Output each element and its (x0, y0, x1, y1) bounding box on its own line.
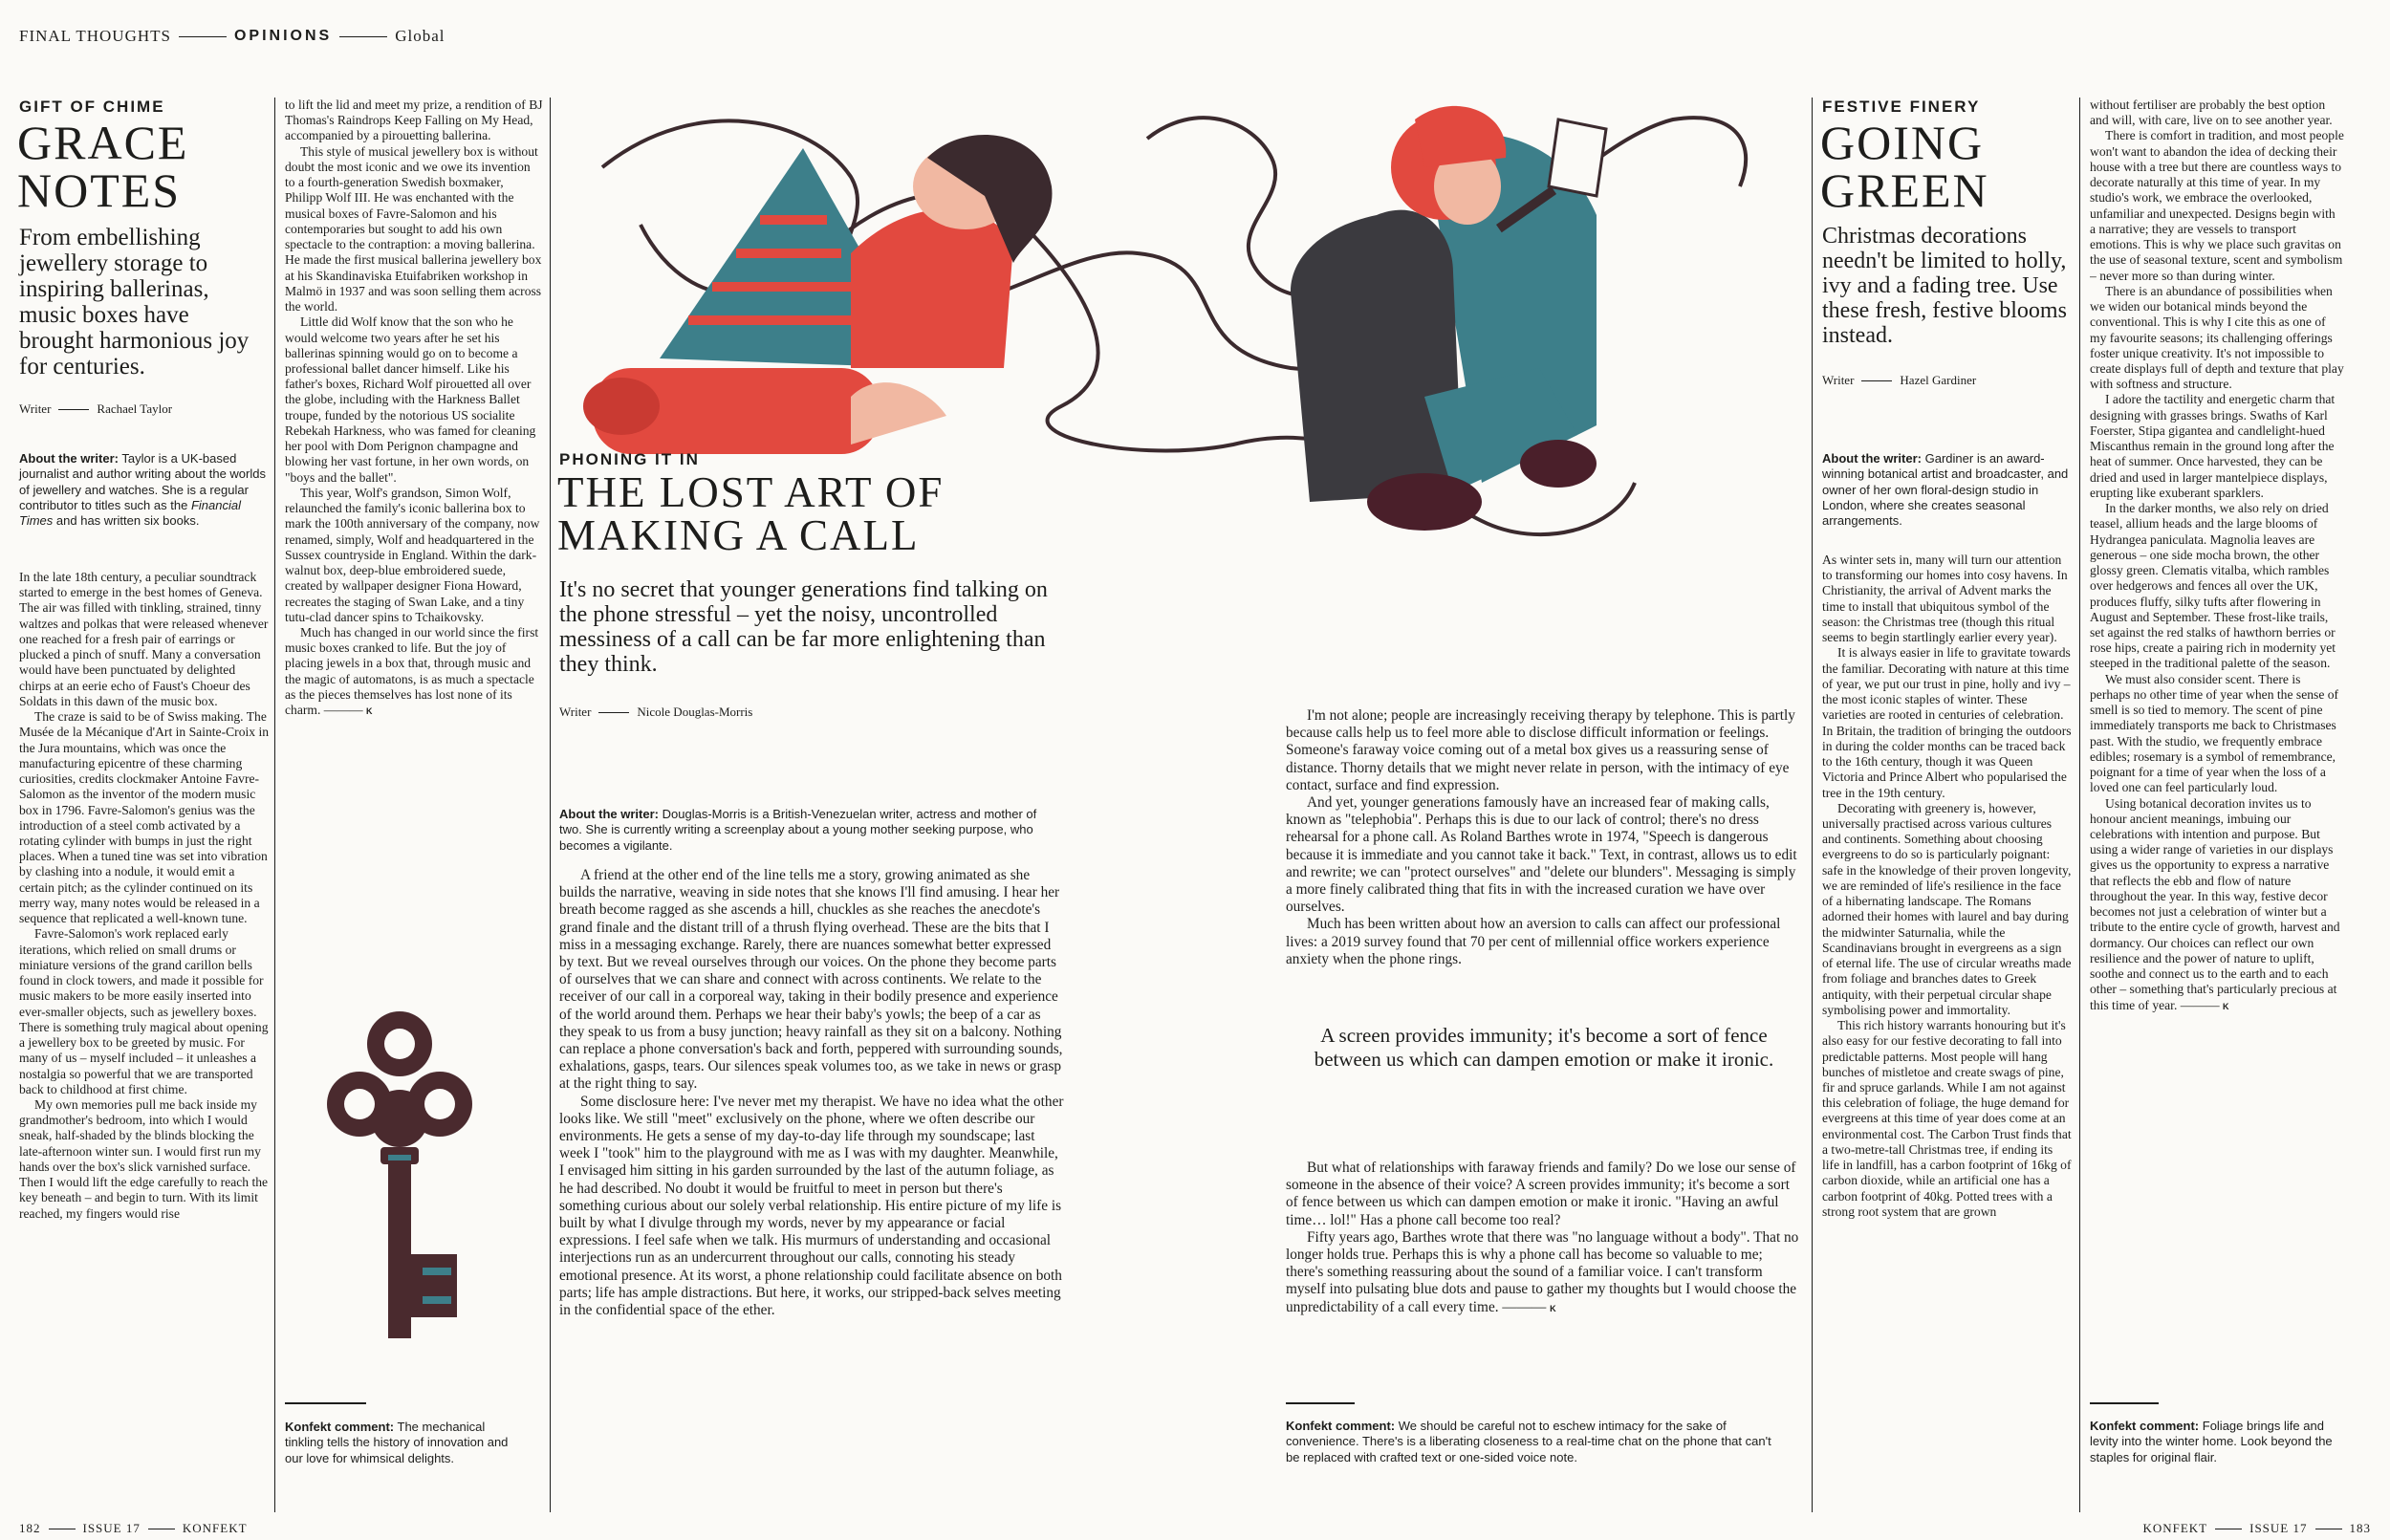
header-category: OPINIONS (233, 28, 333, 44)
headline-line: GOING (1820, 116, 1985, 169)
right-folio (2142, 1521, 2371, 1536)
left-kicker: GIFT OF CHIME (19, 98, 165, 116)
column-divider (2079, 98, 2080, 1512)
center-standfirst: It's no secret that younger generations find talking on the phone stressful – yet the noisy, uncontrolled messiness of a call can be far more enlightening than they think. (559, 577, 1048, 677)
paragraph: Favre-Salomon's work replaced early iterations, which relied on small drums or miniature versions of the grand carillon bells found in clock towers, and made it possible for music makers to be more easily inserted into ever-smaller objects, such as jewellery boxes. There is something truly magical about opening a jewellery box to be greeted by music. For many of us – myself included – it unleashes a nostalgia so powerful that we are transported back to childhood at first chime. (19, 926, 269, 1096)
pull-quote: A screen provides immunity; it's become a sort of fence between us which can dampen emotion or make it ironic. (1314, 1024, 1774, 1072)
comment-text: The mechanical tinkling tells the history of innovation and our love for whimsical delights. (285, 1420, 509, 1465)
paragraph: There is comfort in tradition, and most people won't want to abandon the idea of decking their house with a tree but there are countless ways to decorate naturally at this time of year. In my studio's work, we embrace the overlooked, unfamiliar and unexpected. Designs begin with a narrative; they are vessels to transport emotions. This is why we place such gravitas on the use of seasonal texture, scent and symbolism – never more so than during winter. (2090, 128, 2344, 283)
byline-label: Writer (19, 401, 52, 416)
right-standfirst: Christmas decorations needn't be limited to holly, ivy and a fading tree. Use these fresh, festive blooms instead. (1822, 224, 2067, 348)
left-standfirst: From embellishing jewellery storage to inspiring ballerinas, music boxes have brought harmonious joy for centuries. (19, 225, 250, 380)
right-column-2 (2090, 98, 2344, 1388)
about-text: Taylor is a UK-based journalist and author writing about the worlds of jewellery and watches. She is a regular contributor to titles such as the (19, 451, 266, 512)
right-about-writer (1822, 451, 2071, 529)
byline-name: Rachael Taylor (97, 401, 173, 416)
paragraph: Much has changed in our world since the first music boxes cranked to life. But the joy of placing jewels in a box that, through music and the magic of automatons, is as much a spectacle as the pieces themselves has lost none of its charm. ——— K (285, 624, 539, 718)
comment-rule (2090, 1402, 2159, 1404)
column-divider (550, 98, 551, 1512)
right-kicker: FESTIVE FINERY (1822, 98, 1981, 116)
paragraph: This style of musical jewellery box is without doubt the most iconic and we owe its invention to a fourth-generation Swedish boxmaker, Philipp Wolf III. He was enchanted with the musical boxes of Favre-Salomon and his contemporaries but sought to add his own spectacle to the contraption: a moving ballerina. He made the first musical ballerina jewellery box at his Skandinaviska Etuifabriken workshop in Malmö in 1937 and was soon selling them across the world. (285, 143, 542, 315)
byline-label: Writer (559, 705, 592, 719)
comment-rule (1286, 1402, 1355, 1404)
header-section: FINAL THOUGHTS (19, 27, 171, 45)
paragraph: Much has been written about how an aversion to calls can affect our professional lives: a 2019 survey found that 70 per cent of millennial office workers experience anxiety when the phone rings. (1286, 916, 1781, 967)
header-rule (339, 36, 387, 37)
center-column-1 (559, 867, 1066, 1498)
comment-text: We should be careful not to eschew intimacy for the sake of convenience. There's is a liberating closeness to a real-time chat on the phone that can't be replaced with crafted text or one-sided voice note. (1286, 1419, 1771, 1464)
paragraph: This year, Wolf's grandson, Simon Wolf, relaunched the family's iconic ballerina box to mark the 100th anniversary of the company, now renamed, simply, Wolf and headquartered in the Sussex countryside in England. Within the dark-walnut box, deep-blue embroidered suede, created by wallpaper designer Fiona Howard, recreates the staging of Swan Lake, and a tiny tutu-clad dancer spins to Tchaikovsky. (285, 485, 540, 624)
paragraph: A friend at the other end of the line tells me a story, growing animated as she builds the narrative, weaving in side notes that she knows I'll find amusing. I hear her breath become ragged as she ascends a hill, chuckles as she reaches the anecdote's grand finale and the distant trill of a thrush flying overhead. These are the bits that I miss in a messaging exchange. Rarely, there are nuances somewhat better expressed by text. But we reveal ourselves through our voices. On the phone they become parts of ourselves that we can share and connect with across continents. We relate to the receiver of our call in a corporeal way, taking in their bodily presence and experience of the world around them. Perhaps we hear their baby's yowls; the beep of a car as they speak to us from a busy junction; heavy rainfall as they sit on a balcony. Nothing can replace a phone conversation's back and forth, peppered with surrounding sounds, exhalations, gasps, tears. Our silences speak volumes too, as we take in news or grasp at the right thing to say. (559, 867, 1063, 1093)
paragraph: I adore the tactility and energetic charm that designing with grasses brings. Swaths of Karl Foerster, Stipa gigantea and candlelight-hued Miscanthus remain in the ground long after the heat of summer. Once harvested, they can be dried and used in larger mantelpiece displays, erupting like exuberant sparklers. (2090, 392, 2336, 500)
left-headline (17, 116, 189, 217)
paragraph: to lift the lid and meet my prize, a rendition of BJ Thomas's Raindrops Keep Falling on My Head, accompanied by a pirouetting ballerina. (285, 98, 543, 143)
comment-text: Foliage brings life and levity into the winter home. Look beyond the staples for original flair. (2090, 1419, 2333, 1464)
paragraph: I'm not alone; people are increasingly receiving therapy by telephone. This is partly because calls help us to feel more able to disclose difficult information or feelings. Someone's faraway voice coming out of a metal box gives us a reassuring sense of distance. Thorny details that we might never relate in person, with the intimacy of eye contact, surface and find expression. (1286, 707, 1795, 793)
paragraph: Decorating with greenery is, however, universally practised across various cultures and continents. Something about choosing evergreens to do so is particularly poignant: safe in the knowledge of their proven longevity, we are reminded of life's resilience in the face of a hibernating landscape. The Romans adorned their homes with laurel and bay during the midwinter Saturnalia, while the Scandinavians brought in evergreens as a sign of eternal life. The use of circular wreaths made from foliage and branches dates to Greek antiquity, with their perpetual circular shape symbolising power and immortality. (1822, 800, 2072, 1017)
byline-name: Nicole Douglas-Morris (637, 705, 753, 719)
end-mark: K (365, 706, 373, 717)
byline-rule (58, 409, 89, 410)
center-byline (559, 705, 752, 720)
byline-rule (1861, 380, 1892, 381)
paragraph-text: Fifty years ago, Barthes wrote that there was "no language without a body". That no longer holds true. Perhaps this is why a phone call has become so valuable to me; there's something reassuring about the sound of a familiar voice. I can't transform myself into pulsating blue dots and pause to gather my thoughts but I would choose the unpredictability of a call every time. (1286, 1228, 1799, 1315)
about-text: Douglas-Morris is a British-Venezuelan writer, actress and mother of two. She is currently writing a screenplay about a young mother seeking purpose, who becomes a vigilante. (559, 807, 1037, 853)
key-illustration (304, 1004, 495, 1348)
paragraph: without fertiliser are probably the best option and will, with care, live on to see another year. (2090, 98, 2333, 128)
center-column-2-top (1286, 707, 1802, 985)
comment-label: Konfekt comment: (285, 1420, 395, 1434)
paragraph: In the late 18th century, a peculiar soundtrack started to emerge in the best homes of Geneva. The air was filled with tinkling, strained, tinny waltzes and polkas that were released whenever one reached for a fresh pair of earrings or plucked a pinch of snuff. Many a conversation would have been punctuated by delighted chirps at an eerie echo of Faust's Choeur des Soldats in this dawn of the music box. (19, 570, 269, 708)
paragraph-text: Using botanical decoration invites us to honour ancient meanings, imbuing our celebrations with intention and purpose. But using a wider range of varieties in our displays gives us the opportunity to express a narrative that reflects the ebb and flow of nature throughout the year. In this way, festive decor becomes not just a celebration of winter but a tribute to the entire cycle of growth, harvest and dormancy. Our choices can reflect our own resilience and the power of nature to uplift, soothe and connect us to the earth and to each other – something that's particularly precious at this time of year. (2090, 795, 2340, 1012)
paragraph-text: Much has changed in our world since the first music boxes cranked to life. But the joy of placing jewels in a box that, through music and the magic of automatons, is as much a spectacle as the pieces themselves has lost none of its charm. (285, 624, 539, 718)
left-about-writer (19, 451, 268, 529)
about-label: About the writer: (1822, 451, 1922, 466)
header-region: Global (395, 27, 445, 45)
headline-line: NOTES (17, 163, 182, 217)
left-byline (19, 401, 172, 417)
paragraph: But what of relationships with faraway friends and family? Do we lose our sense of someone in the absence of their voice? A screen provides immunity; it's become a sort of fence between us which can dampen emotion or make it ironic. "Having an awful time… lol!" Has a phone call become too real? (1286, 1160, 1796, 1228)
headline-line: GREEN (1820, 163, 1989, 217)
about-label: About the writer: (559, 807, 659, 821)
issue-label: ISSUE 17 (82, 1521, 141, 1535)
center-column-2-bottom (1286, 1160, 1802, 1389)
paragraph: Little did Wolf know that the son who he would welcome two years after he set his ballerinas spinning would go on to become a professional ballet dancer himself. Like his father's boxes, Richard Wolf pirouetted all over the globe, including with the Harkness Ballet troupe, funded by the notorious US socialite Rebekah Harkness, who was famed for cleaning her pool with Dom Perignon champagne and blowing her vast fortune, in her own words, on "boys and the ballet". (285, 315, 536, 485)
about-label: About the writer: (19, 451, 119, 466)
center-about-writer (559, 807, 1037, 854)
running-header (19, 27, 445, 46)
end-mark: K (2222, 1001, 2229, 1011)
right-column-1 (1822, 553, 2073, 1510)
left-konfekt-comment (285, 1420, 524, 1466)
paragraph: And yet, younger generations famously have an increased fear of making calls, known as "telephobia". Perhaps this is due to our lack of control; there's no dress rehearsal for a phone call. As Roland Barthes wrote in 1974, "Speech is dangerous because it is immediate and you cannot take it back." Text, in contrast, allows us to edit and rewrite; we can "protect ourselves" and "delete our blunders". Messaging is simply a more finely calibrated thing that fits in with the increased curation we have over ourselves. (1286, 794, 1797, 916)
paragraph: Using botanical decoration invites us to honour ancient meanings, imbuing our celebrations with intention and purpose. But using a wider range of varieties in our displays gives us the opportunity to express a narrative that reflects the ebb and flow of nature throughout the year. In this way, festive decor becomes not just a celebration of winter but a tribute to the entire cycle of growth, harvest and dormancy. Our choices can reflect our own resilience and the power of nature to uplift, soothe and connect us to the earth and to each other – something that's particularly precious at this time of year. ——— K (2090, 795, 2340, 1012)
paragraph: This rich history warrants honouring but it's also easy for our festive decorating to fall into predictable patterns. Most people will hang bunches of mistletoe and create swags of pine, fir and spruce garlands. While I am not against this celebration of foliage, the huge demand for evergreens at this time of year does come at an environmental cost. The Carbon Trust finds that a two-metre-tall Christmas tree, if ending its life in landfill, has a carbon footprint of 16kg of carbon dioxide, while an artificial one has a carbon footprint of 40kg. Potted trees with a strong root system that are grown (1822, 1018, 2072, 1219)
headline-line: MAKING A CALL (557, 511, 920, 559)
magazine-name: KONFEKT (2142, 1521, 2208, 1535)
center-konfekt-comment (1286, 1419, 1783, 1465)
end-mark: K (1550, 1303, 1556, 1313)
left-column-2 (285, 98, 543, 963)
byline-label: Writer (1822, 373, 1855, 387)
header-rule (179, 36, 227, 37)
paragraph: It is always easier in life to gravitate towards the familiar. Decorating with nature at this time of year, we put our trust in pine, holly and ivy – the most iconic staples of winter. These varieties are rooted in centuries of celebration. In Britain, the tradition of bringing the outdoors in during the colder months can be traced back to the 16th century, though it was Queen Victoria and Prince Albert who popularised the tree in the 19th century. (1822, 645, 2072, 800)
about-italic: Financial Times (19, 497, 241, 528)
right-konfekt-comment (2090, 1419, 2338, 1465)
paragraph: In the darker months, we also rely on dried teasel, allium heads and the large blooms of Hydrangea paniculata. Magnolia leaves are generous – one side mocha brown, the other glossy green. Clematis vitalba, which rambles over hedgerows and fences all over the UK, produces fluffy, silky tufts after flowering in August and September. These frost-like trails, set against the red stalks of hawthorn berries or rose hips, create a pairing rich in modernity yet steeped in the traditional palette of the season. (2090, 501, 2336, 671)
paragraph: Fifty years ago, Barthes wrote that there was "no language without a body". That no longer holds true. Perhaps this is why a phone call has become so valuable to me; there's something reassuring about the sound of a familiar voice. I can't transform myself into pulsating blue dots and pause to gather my thoughts but I would choose the unpredictability of a call every time. ——— K (1286, 1228, 1799, 1315)
headline-line: THE LOST ART OF (557, 468, 945, 516)
center-headline (557, 468, 945, 559)
issue-label: ISSUE 17 (2249, 1521, 2308, 1535)
magazine-name: KONFEKT (182, 1521, 248, 1535)
paragraph: As winter sets in, many will turn our attention to transforming our homes into cosy havens. In Christianity, the arrival of Advent marks the time to install that ubiquitous symbol of the season: the Christmas tree (though this ritual seems to begin startlingly earlier every year). (1822, 553, 2068, 645)
column-divider (1812, 98, 1813, 1512)
right-byline (1822, 373, 1976, 388)
comment-label: Konfekt comment: (2090, 1419, 2200, 1433)
byline-name: Hazel Gardiner (1900, 373, 1977, 387)
left-column-1 (19, 570, 270, 1507)
about-text: Gardiner is an award-winning botanical artist and broadcaster, and owner of her own floral-design studio in London, where she creates seasonal arrangements. (1822, 451, 2069, 528)
center-kicker: PHONING IT IN (559, 450, 700, 468)
comment-label: Konfekt comment: (1286, 1419, 1396, 1433)
byline-rule (598, 712, 629, 713)
right-headline (1820, 116, 1989, 217)
left-folio (19, 1521, 248, 1536)
page-number: 183 (2349, 1521, 2371, 1535)
paragraph: My own memories pull me back inside my grandmother's bedroom, into which I would sneak, half-shaded by the blinds blocking the late-afternoon winter sun. I would first run my hands over the box's slick varnished surface. Then I would lift the edge carefully to reach the key beneath – and begin to turn. With its limit reached, my fingers would rise (19, 1096, 269, 1221)
headline-line: GRACE (17, 116, 189, 169)
comment-rule (285, 1402, 366, 1404)
paragraph: The craze is said to be of Swiss making. The Musée de la Mécanique d'Art in Sainte-Croix in the Jura mountains, which was once the manufacturing epicentre of these charming curiosities, credits clockmaker Antoine Favre-Salomon as the inventor of the modern music box in 1796. Favre-Salomon's genius was the introduction of a steel comb activated by a rotating cylinder with bumps in just the right places. When a tuned tine was set into vibration by clashing into a nodule, it would emit a certain pitch; as the cylinder continued on its merry way, many notes would be released in a sequence that replicated a well-known tune. (19, 709, 270, 926)
paragraph: We must also consider scent. There is perhaps no other time of year when the sense of smell is so tied to memory. The scent of pine immediately transports me back to Christmases past. With the studio, we frequently embrace edibles; rosemary is a symbol of remembrance, poignant for a time of year when the loss of a loved one can feel particularly loud. (2090, 671, 2339, 795)
paragraph: There is an abundance of possibilities when we widen our botanical minds beyond the conventional. This is why I cite this as one of my favourite seasons; its challenging offerings foster unique creativity. It's not impossible to create displays full of depth and texture that play with softness and structure. (2090, 283, 2344, 392)
about-text: and has written six books. (55, 513, 200, 528)
paragraph: Some disclosure here: I've never met my therapist. We have no idea what the other looks like. We still "meet" exclusively on the phone, where we often describe our environments. He gets a sense of my day-to-day life through my soundscape; last week I "took" him to the playground with me as I was with my daughter. Meanwhile, I envisaged him sitting in his garden surrounded by the last of the autumn foliage, as he had described. No doubt it would be fruitful to meet in person but there's something curious about our solely verbal relationship. His entire picture of my life is built by what I divulge through my words, never by my appearance or facial expressions. I feel safe when we talk. His murmurs of understanding and occasional interjections run as an undercurrent throughout our calls, connoting his steady emotional presence. At its worst, a phone relationship could facilitate absence on both parts; life has ample distractions. But here, it works, our stripped-back selves meeting in the confidential space of the ether. (559, 1093, 1064, 1319)
column-divider (274, 98, 275, 1512)
page-number: 182 (19, 1521, 41, 1535)
